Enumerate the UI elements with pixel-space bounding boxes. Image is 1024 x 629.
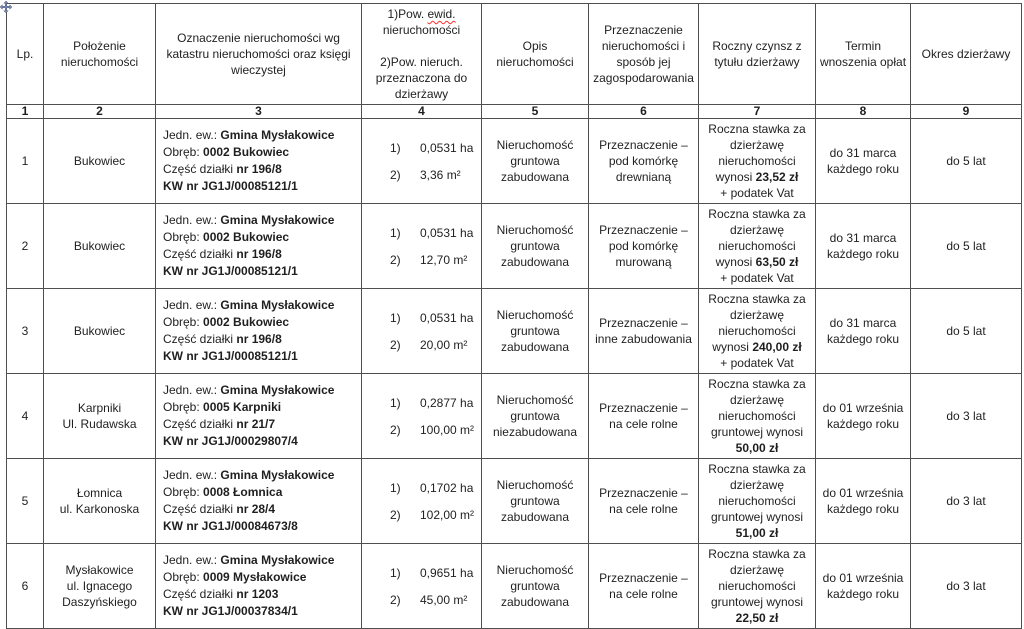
table-body bbox=[7, 119, 1022, 629]
designation-jedn-line: Jedn. ew.: Gmina Mysłakowice bbox=[163, 213, 335, 227]
row-number: 2 bbox=[21, 239, 29, 253]
header-row bbox=[7, 4, 1022, 105]
header-rent-label: Roczny czynsz z tytułu dzierżawy bbox=[712, 39, 802, 69]
designation-dzialka-line: Część działki nr 21/7 bbox=[163, 417, 276, 431]
header-period[interactable] bbox=[911, 4, 1022, 105]
designation-obreb-line: Obręb: 0005 Karpniki bbox=[163, 400, 282, 414]
cell-purpose[interactable] bbox=[589, 119, 699, 204]
header-designation-label: Oznaczenie nieruchomości wg katastru nieruchomości oraz księgi wieczystej bbox=[166, 31, 351, 77]
table-row bbox=[7, 119, 1022, 204]
cell-description[interactable] bbox=[482, 544, 589, 629]
cell-lp[interactable] bbox=[7, 204, 44, 289]
rent-prefix: Roczna stawka za dzierżawę nieruchomości gruntowej wynosi bbox=[708, 462, 806, 524]
rent-prefix: Roczna stawka za dzierżawę nieruchomości wynosi bbox=[708, 207, 806, 269]
area-line-1: 1) 0,0531 ha bbox=[390, 310, 474, 325]
column-number-5[interactable]: 5 bbox=[482, 105, 589, 119]
designation-obreb-line: Obręb: 0009 Mysłakowice bbox=[163, 570, 307, 584]
cell-location[interactable] bbox=[44, 204, 156, 289]
header-designation[interactable] bbox=[156, 4, 362, 105]
area-line-2: 2) 102,00 m² bbox=[390, 507, 475, 522]
designation-obreb-line: Obręb: 0002 Bukowiec bbox=[163, 315, 290, 329]
cell-period[interactable] bbox=[911, 544, 1022, 629]
area-line-2: 2) 20,00 m² bbox=[390, 337, 468, 352]
location-line: Bukowiec bbox=[73, 154, 126, 168]
rent-amount: 22,50 zł bbox=[735, 611, 779, 625]
header-period-label: Okres dzierżawy bbox=[921, 47, 1011, 61]
purpose-line-2: na cele rolne bbox=[609, 417, 678, 431]
description-text: Nieruchomość gruntowa zabudowana bbox=[496, 138, 574, 184]
cell-area[interactable] bbox=[362, 204, 482, 289]
rent-prefix: Roczna stawka za dzierżawę nieruchomości wynosi bbox=[708, 292, 806, 354]
rent-amount: 50,00 zł bbox=[735, 441, 779, 455]
purpose-line-2: pod komórkę murowaną bbox=[608, 239, 679, 269]
deadline-text: do 31 marca każdego roku bbox=[826, 146, 900, 176]
designation-jedn-line: Jedn. ew.: Gmina Mysłakowice bbox=[163, 128, 335, 142]
row-number: 5 bbox=[21, 494, 29, 508]
description-text: Nieruchomość gruntowa zabudowana bbox=[496, 563, 574, 609]
rent-prefix: Roczna stawka za dzierżawę nieruchomości wynosi bbox=[708, 122, 806, 184]
description-text: Nieruchomość gruntowa zabudowana bbox=[496, 223, 574, 269]
lease-table bbox=[6, 3, 1022, 629]
deadline-text: do 01 września każdego roku bbox=[822, 571, 904, 601]
header-purpose-label: Przeznaczenie nieruchomości i sposób jej zagospodarowania bbox=[593, 23, 694, 85]
row-number: 4 bbox=[21, 409, 29, 423]
cell-area[interactable] bbox=[362, 119, 482, 204]
cell-designation[interactable] bbox=[156, 204, 362, 289]
location-line: Ul. Rudawska bbox=[62, 417, 137, 431]
row-number: 1 bbox=[21, 154, 29, 168]
area-line-2: 2) 12,70 m² bbox=[390, 252, 468, 267]
purpose-line-2: inne zabudowania bbox=[595, 332, 692, 346]
description-text: Nieruchomość gruntowa zabudowana bbox=[496, 478, 574, 524]
column-number-9[interactable]: 9 bbox=[911, 105, 1022, 119]
purpose-line-2: pod komórkę drewnianą bbox=[608, 154, 679, 184]
cell-description[interactable] bbox=[482, 289, 589, 374]
cell-lp[interactable] bbox=[7, 289, 44, 374]
location-line: Bukowiec bbox=[73, 324, 126, 338]
cell-rent[interactable] bbox=[699, 459, 816, 544]
area-line-2: 2) 100,00 m² bbox=[390, 422, 475, 437]
cell-area[interactable] bbox=[362, 544, 482, 629]
rent-suffix: + podatek Vat bbox=[720, 271, 794, 285]
period-text: do 5 lat bbox=[946, 324, 986, 338]
cell-deadline[interactable] bbox=[816, 204, 911, 289]
table-move-handle-icon[interactable] bbox=[0, 0, 12, 12]
cell-designation[interactable] bbox=[156, 459, 362, 544]
designation-obreb-line: Obręb: 0002 Bukowiec bbox=[163, 230, 290, 244]
cell-location[interactable] bbox=[44, 119, 156, 204]
cell-location[interactable] bbox=[44, 544, 156, 629]
designation-kw-line: KW nr JG1J/00085121/1 bbox=[163, 349, 298, 363]
purpose-line-1: Przeznaczenie – bbox=[599, 223, 688, 237]
cell-purpose[interactable] bbox=[589, 204, 699, 289]
row-number: 6 bbox=[21, 579, 29, 593]
table-row bbox=[7, 544, 1022, 629]
rent-prefix: Roczna stawka za dzierżawę nieruchomości gruntowej wynosi bbox=[708, 377, 806, 439]
rent-amount: 23,52 zł bbox=[755, 170, 799, 184]
cell-location[interactable] bbox=[44, 374, 156, 459]
header-description-label: Opis nieruchomości bbox=[496, 39, 574, 69]
cell-period[interactable] bbox=[911, 204, 1022, 289]
purpose-line-1: Przeznaczenie – bbox=[599, 401, 688, 415]
location-line: Łomnica bbox=[76, 486, 123, 500]
header-area-line1: 1)Pow. ewid. nieruchomości bbox=[382, 7, 461, 37]
cell-lp[interactable] bbox=[7, 374, 44, 459]
table-row bbox=[7, 374, 1022, 459]
location-line: ul. Karkonoska bbox=[59, 502, 140, 516]
column-number-7[interactable]: 7 bbox=[699, 105, 816, 119]
table-header bbox=[7, 4, 1022, 119]
purpose-line-2: na cele rolne bbox=[609, 502, 678, 516]
cell-location[interactable] bbox=[44, 289, 156, 374]
cell-area[interactable] bbox=[362, 289, 482, 374]
designation-jedn-line: Jedn. ew.: Gmina Mysłakowice bbox=[163, 383, 335, 397]
designation-dzialka-line: Część działki nr 196/8 bbox=[163, 247, 282, 261]
table-row bbox=[7, 289, 1022, 374]
column-number-3[interactable]: 3 bbox=[156, 105, 362, 119]
area-line-1: 1) 0,0531 ha bbox=[390, 140, 474, 155]
cell-purpose[interactable] bbox=[589, 459, 699, 544]
column-number-8[interactable]: 8 bbox=[816, 105, 911, 119]
cell-designation[interactable] bbox=[156, 289, 362, 374]
cell-deadline[interactable] bbox=[816, 374, 911, 459]
rent-amount: 51,00 zł bbox=[735, 526, 779, 540]
cell-deadline[interactable] bbox=[816, 544, 911, 629]
rent-amount: 63,50 zł bbox=[755, 255, 799, 269]
rent-suffix: + podatek Vat bbox=[720, 186, 794, 200]
area-line-1: 1) 0,2877 ha bbox=[390, 395, 474, 410]
cell-rent[interactable] bbox=[699, 544, 816, 629]
cell-area[interactable] bbox=[362, 459, 482, 544]
purpose-line-1: Przeznaczenie – bbox=[599, 138, 688, 152]
area-line-1: 1) 0,0531 ha bbox=[390, 225, 474, 240]
cell-period[interactable] bbox=[911, 459, 1022, 544]
period-text: do 3 lat bbox=[946, 579, 986, 593]
column-numbers-row bbox=[7, 105, 1022, 119]
cell-description[interactable] bbox=[482, 204, 589, 289]
designation-kw-line: KW nr JG1J/00085121/1 bbox=[163, 179, 298, 193]
area-line-2: 2) 3,36 m² bbox=[390, 167, 461, 182]
designation-kw-line: KW nr JG1J/00037834/1 bbox=[163, 604, 298, 618]
column-number-2[interactable]: 2 bbox=[44, 105, 156, 119]
designation-obreb-line: Obręb: 0002 Bukowiec bbox=[163, 145, 290, 159]
cell-rent[interactable] bbox=[699, 289, 816, 374]
location-line: Bukowiec bbox=[73, 239, 126, 253]
column-number-4[interactable]: 4 bbox=[362, 105, 482, 119]
designation-jedn-line: Jedn. ew.: Gmina Mysłakowice bbox=[163, 468, 335, 482]
cell-lp[interactable] bbox=[7, 544, 44, 629]
deadline-text: do 31 marca każdego roku bbox=[826, 316, 900, 346]
period-text: do 5 lat bbox=[946, 154, 986, 168]
cell-designation[interactable] bbox=[156, 119, 362, 204]
designation-jedn-line: Jedn. ew.: Gmina Mysłakowice bbox=[163, 553, 335, 567]
cell-rent[interactable] bbox=[699, 374, 816, 459]
header-location-label: Położenie nieruchomości bbox=[60, 39, 139, 69]
location-line: ul. Ignacego bbox=[66, 579, 133, 593]
designation-jedn-line: Jedn. ew.: Gmina Mysłakowice bbox=[163, 298, 335, 312]
cell-period[interactable] bbox=[911, 289, 1022, 374]
cell-purpose[interactable] bbox=[589, 289, 699, 374]
rent-prefix: Roczna stawka za dzierżawę nieruchomości gruntowej wynosi bbox=[708, 547, 806, 609]
period-text: do 3 lat bbox=[946, 409, 986, 423]
header-lp[interactable] bbox=[7, 4, 44, 105]
description-text: Nieruchomość gruntowa zabudowana bbox=[496, 308, 574, 354]
period-text: do 3 lat bbox=[946, 494, 986, 508]
designation-kw-line: KW nr JG1J/00084673/8 bbox=[163, 519, 298, 533]
rent-suffix: + podatek Vat bbox=[720, 356, 794, 370]
location-line: Mysłakowice bbox=[65, 563, 134, 577]
header-purpose[interactable] bbox=[589, 4, 699, 105]
location-line: Karpniki bbox=[77, 401, 122, 415]
deadline-text: do 01 września każdego roku bbox=[822, 401, 904, 431]
period-text: do 5 lat bbox=[946, 239, 986, 253]
cell-description[interactable] bbox=[482, 119, 589, 204]
cell-deadline[interactable] bbox=[816, 119, 911, 204]
cell-purpose[interactable] bbox=[589, 544, 699, 629]
designation-dzialka-line: Część działki nr 196/8 bbox=[163, 332, 282, 346]
cell-location[interactable] bbox=[44, 459, 156, 544]
column-number-1[interactable]: 1 bbox=[7, 105, 44, 119]
header-deadline[interactable] bbox=[816, 4, 911, 105]
rent-amount: 240,00 zł bbox=[752, 340, 802, 354]
designation-dzialka-line: Część działki nr 196/8 bbox=[163, 162, 282, 176]
deadline-text: do 31 marca każdego roku bbox=[826, 231, 900, 261]
misspelled-word: ewid. bbox=[427, 7, 456, 21]
cell-rent[interactable] bbox=[699, 119, 816, 204]
designation-dzialka-line: Część działki nr 28/4 bbox=[163, 502, 276, 516]
designation-kw-line: KW nr JG1J/00029807/4 bbox=[163, 434, 298, 448]
cell-deadline[interactable] bbox=[816, 459, 911, 544]
header-area[interactable] bbox=[362, 4, 482, 105]
cell-lp[interactable] bbox=[7, 459, 44, 544]
cell-description[interactable] bbox=[482, 459, 589, 544]
cell-rent[interactable] bbox=[699, 204, 816, 289]
purpose-line-2: na cele rolne bbox=[609, 587, 678, 601]
cell-purpose[interactable] bbox=[589, 374, 699, 459]
purpose-line-1: Przeznaczenie – bbox=[599, 486, 688, 500]
purpose-line-1: Przeznaczenie – bbox=[599, 571, 688, 585]
area-line-2: 2) 45,00 m² bbox=[390, 592, 468, 607]
area-line-1: 1) 0,9651 ha bbox=[390, 565, 474, 580]
table-row bbox=[7, 204, 1022, 289]
column-number-6[interactable]: 6 bbox=[589, 105, 699, 119]
designation-dzialka-line: Część działki nr 1203 bbox=[163, 587, 279, 601]
cell-description[interactable] bbox=[482, 374, 589, 459]
table-row bbox=[7, 459, 1022, 544]
cell-lp[interactable] bbox=[7, 119, 44, 204]
header-rent[interactable] bbox=[699, 4, 816, 105]
cell-designation[interactable] bbox=[156, 544, 362, 629]
designation-obreb-line: Obręb: 0008 Łomnica bbox=[163, 485, 283, 499]
deadline-text: do 01 września każdego roku bbox=[822, 486, 904, 516]
location-line: Daszyńskiego bbox=[62, 595, 137, 609]
cell-deadline[interactable] bbox=[816, 289, 911, 374]
cell-period[interactable] bbox=[911, 119, 1022, 204]
header-area-line2: 2)Pow. nieruch. przeznaczona do dzierżawy bbox=[375, 55, 468, 101]
header-lp-label: Lp. bbox=[16, 47, 34, 61]
row-number: 3 bbox=[21, 324, 29, 338]
purpose-line-1: Przeznaczenie – bbox=[599, 316, 688, 330]
description-text: Nieruchomość gruntowa niezabudowana bbox=[492, 393, 578, 439]
cell-area[interactable] bbox=[362, 374, 482, 459]
cell-designation[interactable] bbox=[156, 374, 362, 459]
area-line-1: 1) 0,1702 ha bbox=[390, 480, 474, 495]
cell-period[interactable] bbox=[911, 374, 1022, 459]
header-description[interactable] bbox=[482, 4, 589, 105]
header-location[interactable] bbox=[44, 4, 156, 105]
header-deadline-label: Termin wnoszenia opłat bbox=[819, 39, 907, 69]
designation-kw-line: KW nr JG1J/00085121/1 bbox=[163, 264, 298, 278]
